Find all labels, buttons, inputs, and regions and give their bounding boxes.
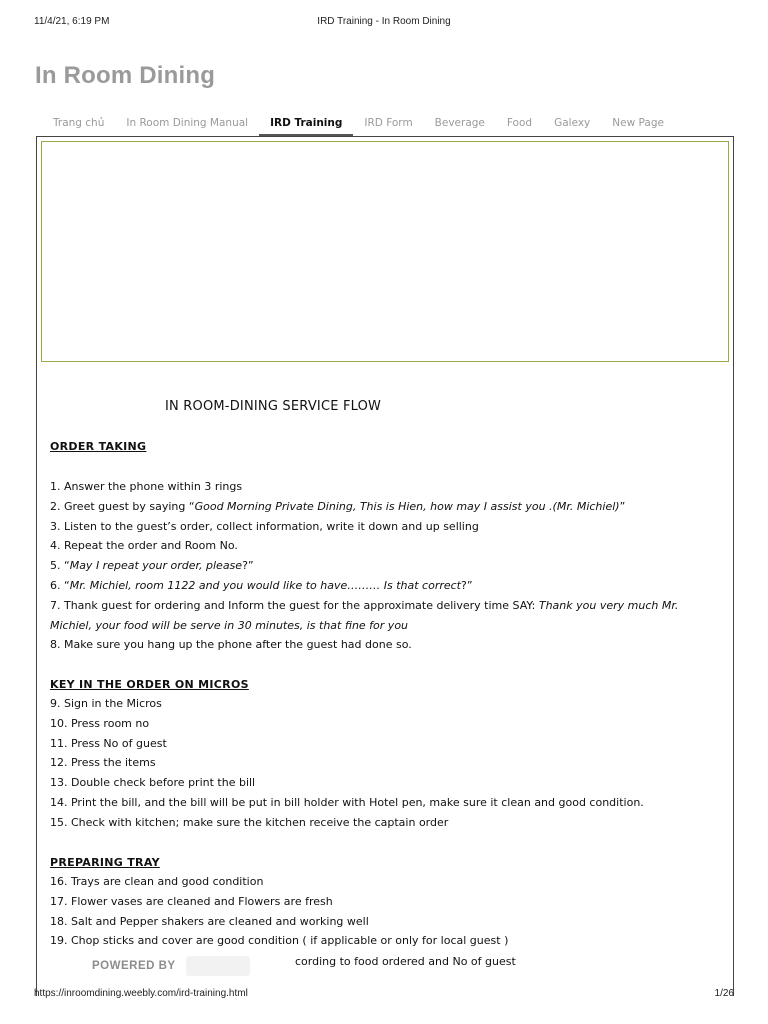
step-line (50, 895, 728, 909)
step-quote: Michiel, your food will be serve in 30 minutes, is that fine for you (50, 618, 409, 632)
step-text: 6. “ (50, 579, 70, 592)
nav-item-ird-form[interactable]: IRD Form (364, 117, 413, 129)
step-line (50, 559, 728, 573)
step-quote: May I repeat your order, please (69, 559, 243, 573)
print-page-title: IRD Training - In Room Dining (317, 16, 451, 27)
step-line (50, 934, 728, 948)
step-text: 17. Flower vases are cleaned and Flowers are fresh (50, 894, 333, 908)
step-text: 14. Print the bill, and the bill will be put in bill holder with Hotel pen, make sure it clean and good condition. (50, 796, 644, 809)
section-heading: PREPARING TRAY (50, 856, 160, 869)
step-text-end: ?” (461, 579, 473, 592)
step-line (50, 539, 728, 553)
powered-by-label[interactable]: POWERED BY (92, 960, 176, 972)
print-footer (34, 988, 734, 1002)
main-nav (42, 114, 675, 136)
step-text: 15. Check with kitchen; make sure the kitchen receive the captain order (50, 815, 449, 829)
step-quote: Thank you very much Mr. (538, 598, 679, 612)
section-heading: ORDER TAKING (50, 440, 147, 453)
step-line (50, 599, 728, 613)
step-text: 10. Press room no (50, 716, 150, 730)
page-url: https://inroomdining.weebly.com/ird-training.html (34, 988, 248, 999)
step-text: 9. Sign in the Micros (50, 697, 162, 710)
step-line (50, 796, 728, 810)
print-header (34, 16, 734, 32)
nav-item-food[interactable]: Food (506, 117, 533, 129)
step-line (50, 915, 728, 929)
nav-item-new-page[interactable]: New Page (612, 117, 664, 129)
step-line (50, 500, 728, 514)
step-text: 3. Listen to the guest’s order, collect information, write it down and up selling (50, 519, 479, 533)
step-line (50, 579, 728, 593)
nav-item-trang-chu[interactable]: Trang chủ (53, 117, 105, 129)
step-text: 1. Answer the phone within 3 rings (50, 480, 243, 493)
partially-hidden-line: cording to food ordered and No of guest (295, 955, 516, 968)
step-text: 12. Press the items (50, 756, 156, 770)
service-flow-title: IN ROOM-DINING SERVICE FLOW (165, 399, 382, 414)
step-line (50, 816, 728, 830)
step-text: 5. “ (50, 559, 70, 573)
step-line (50, 737, 728, 751)
step-text: 8. Make sure you hang up the phone after the guest had done so. (50, 638, 412, 652)
step-text: 18. Salt and Pepper shakers are cleaned and working well (50, 914, 369, 928)
step-text: 2. Greet guest by saying “ (50, 499, 195, 513)
step-line (50, 619, 728, 633)
section-heading: KEY IN THE ORDER ON MICROS (50, 678, 249, 691)
nav-item-beverage[interactable]: Beverage (434, 117, 485, 129)
step-line (50, 776, 728, 790)
site-title[interactable]: In Room Dining (35, 62, 216, 89)
step-text: 13. Double check before print the bill (50, 776, 256, 790)
step-text: 16. Trays are clean and good condition (50, 875, 264, 888)
step-line (50, 697, 728, 711)
step-line (50, 480, 728, 494)
step-text: 7. Thank guest for ordering and Inform the guest for the approximate delivery time SAY: (50, 598, 539, 612)
step-line (50, 638, 728, 652)
step-text: 11. Press No of guest (50, 736, 167, 750)
step-text: 19. Chop sticks and cover are good condition ( if applicable or only for local guest ) (50, 934, 509, 948)
step-text: 4. Repeat the order and Room No. (50, 539, 238, 553)
step-line (50, 756, 728, 770)
weebly-logo[interactable] (186, 956, 250, 976)
page-number: 1/26 (714, 988, 734, 999)
step-text-end: ” (619, 499, 626, 513)
step-line (50, 717, 728, 731)
nav-item-ird-training[interactable]: IRD Training (259, 114, 353, 136)
step-text-end: ?” (242, 559, 254, 573)
step-quote: Good Morning Private Dining, This is Hien, how may I assist you .(Mr. Michiel) (194, 499, 620, 513)
nav-item-in-room-dining-manual[interactable]: In Room Dining Manual (126, 117, 249, 129)
banner-image-placeholder (41, 141, 729, 362)
step-line (50, 875, 728, 889)
print-date: 11/4/21, 6:19 PM (34, 16, 110, 27)
step-line (50, 520, 728, 534)
nav-item-galexy[interactable]: Galexy (554, 117, 591, 129)
step-quote: Mr. Michiel, room 1122 and you would like to have……… Is that correct (69, 579, 461, 592)
